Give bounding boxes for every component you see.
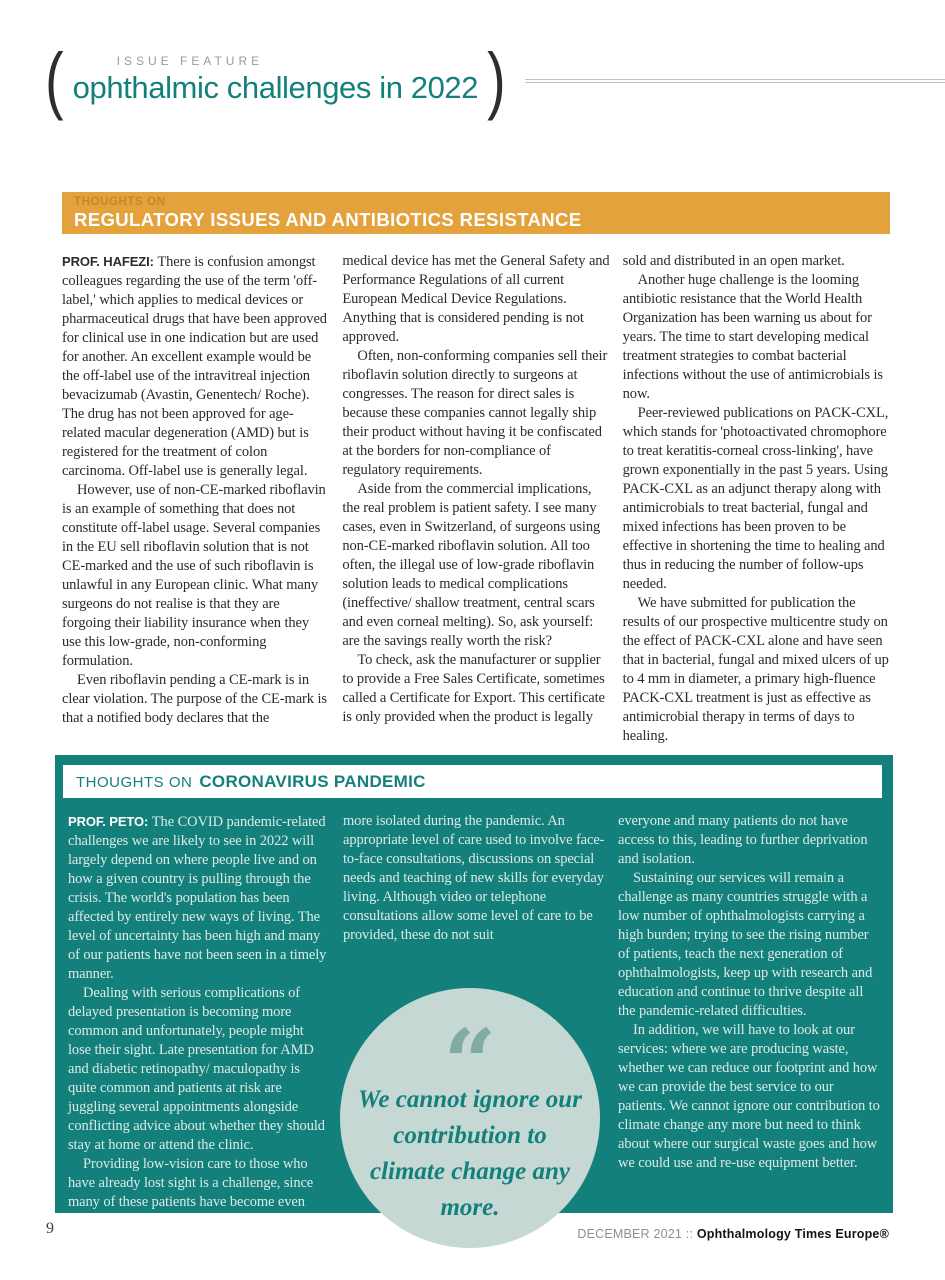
pull-quote-text: We cannot ignore our contribution to climate change any more. [358,1086,582,1221]
regulatory-column-2 [342,252,609,746]
paragraph: However, use of non-CE-marked riboflavin is an example of something that does not constitute off-label usage. Several companies in the EU sell riboflavin solution that is not CE-marked and the use of such riboflavin is unlawful in any European clinic. What many surgeons do not realise is that they are forgoing their liability insurance when they use this low-grade, non-conforming formulation. [62,482,326,669]
header-text [73,54,478,106]
pandemic-eyebrow: THOUGHTS ON [76,774,193,791]
paragraph: Aside from the commercial implications, the real problem is patient safety. I see many cases, even in Switzerland, of surgeons using non-CE-marked riboflavin solution. All too often, the illegal use of low-grade riboflavin solution leads to medical complications (ineffective/ shallow treatment, central scars and even corneal melting). So, ask yourself: are the savings really worth the risk? [342,481,601,649]
pandemic-section-banner [63,765,882,798]
paragraph: Another huge challenge is the looming antibiotic resistance that the World Health Organization has been warning us about for years. The time to start developing medical treatment strategies to combat bacterial infections without the use of antimicrobials is now. [622,272,883,402]
regulatory-title: REGULATORY ISSUES AND ANTIBIOTICS RESISTANCE [74,209,582,230]
footer-publication-name: Ophthalmology Times Europe® [696,1227,889,1241]
left-parenthesis: ( [45,38,64,121]
regulatory-eyebrow: THOUGHTS ON [74,196,166,208]
pandemic-section [55,755,893,1221]
paragraph: medical device has met the General Safety and Performance Regulations of all current European Medical Device Regulations. Anything that is considered pending is not approved. [342,253,610,345]
paragraph: Even riboflavin pending a CE-mark is in clear violation. The purpose of the CE-mark is that a notified body declares that the [62,672,327,726]
issue-feature-eyebrow: ISSUE FEATURE [116,54,264,68]
paragraph: Sustaining our services will remain a challenge as many countries struggle with a low number of ophthalmologists carrying a high burden; trying to see the rising number of patients, teach the next generation of ophthalmologists, keep up with research and education and continue to thrive despite all the pandemic-related difficulties. [618,870,873,1019]
footer-issue-date: DECEMBER 2021 [577,1227,683,1241]
quote-icon: “ [443,1009,497,1078]
regulatory-column-1 [62,252,329,746]
paragraph: Dealing with serious complications of delayed presentation is becoming more common and unfortunately, people might lose their sight. Late presentation for AMD and diabetic retinopathy/ maculopathy is quite common and patients at risk are juggling several appointments alongside conflicting advice about whether they should stay at home or attend the clinic. [68,985,325,1153]
pull-quote-circle [340,988,600,1248]
paragraph: In addition, we will have to look at our services: where we are producing waste, whether we can reduce our footprint and how we can provide the best service to our patients. We cannot ignore our contribution to climate change any more but need to think about where our surgical waste goes and how we could use and re-use equipment better. [618,1022,880,1171]
footer-separator: :: [685,1227,694,1241]
issue-feature-header [42,38,945,121]
paragraph: Peer-reviewed publications on PACK-CXL, which stands for 'photoactivated chromophore to treat keratitis-corneal cross-linking', have grown exponentially in the past 5 years. Using PACK-CXL as an adjunct therapy along with antimicrobials to treat bacterial, fungal and mixed infections has been proven to be effective in shortening the time to healing and thus in reducing the number of follow-ups needed. [622,405,889,592]
speaker-label: PROF. PETO: [68,814,152,829]
page-number: 9 [46,1220,54,1237]
footer-publication-line [577,1227,889,1241]
pandemic-column-3 [618,812,880,1212]
paragraph: We have submitted for publication the results of our prospective multicentre study on the effect of PACK-CXL alone and have seen that in bacterial, fungal and mixed ulcers of up to 4 mm in diameter, a primary high-fluence PACK-CXL treatment is just as effective as antimicrobial therapy in terms of days to healing. [622,595,889,744]
pandemic-title: CORONAVIRUS PANDEMIC [199,772,426,791]
regulatory-section-banner [62,192,890,234]
regulatory-article [62,252,890,746]
paragraph: Providing low-vision care to those who have already lost sight is a challenge, since many of these patients have become even [68,1156,314,1210]
paragraph: PROF. HAFEZI: There is confusion amongst colleagues regarding the use of the term 'off-label,' which applies to medical devices or pharmaceutical drugs that have been approved for clinical use in one indication but are used for another. An excellent example would be the off-label use of the intravitreal injection bevacizumab (Avastin, Genentech/ Roche). The drug has not been approved for age-related macular degeneration (AMD) but is registered for the treatment of colon carcinoma. Off-label use is generally legal. [62,254,327,479]
paragraph: more isolated during the pandemic. An appropriate level of care used to involve face-to-face consultations, discussions on special needs and teaching of new skills for everyday living. Although video or telephone consultations allow some level of care to be provided, these do not suit [343,813,605,943]
right-parenthesis: ) [487,38,506,121]
page-title: ophthalmic challenges in 2022 [72,70,479,105]
paragraph: Often, non-conforming companies sell their riboflavin solution directly to surgeons at congresses. The reason for direct sales is because these companies cannot legally ship their product without having it be confiscated at the borders for non-compliance of regulatory requirements. [342,348,608,478]
paragraph: PROF. PETO: The COVID pandemic-related challenges we are likely to see in 2022 will largely depend on where people live and on how a given country is pulling through the crisis. The world's population has been affected by entirely new ways of living. The level of uncertainty has been high and many of our patients have not been seen in a timely manner. [68,814,327,982]
paragraph: sold and distributed in an open market. [622,253,845,269]
paragraph: To check, ask the manufacturer or supplier to provide a Free Sales Certificate, sometimes called a Certificate for Export. This certificate is only provided when the product is legally [342,652,605,725]
regulatory-column-3 [623,252,890,746]
header-rule [525,79,945,83]
speaker-label: PROF. HAFEZI: [62,254,158,269]
pandemic-column-1 [68,812,330,1212]
paragraph: everyone and many patients do not have access to this, leading to further deprivation and isolation. [618,813,868,867]
